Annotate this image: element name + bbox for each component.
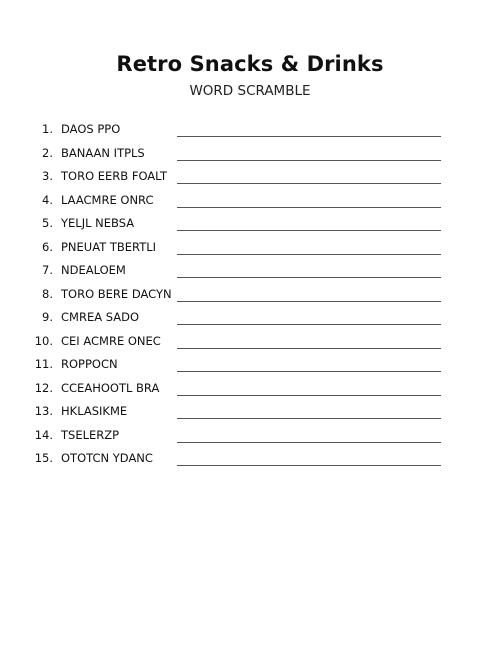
scrambled-word: NDEALOEM [61, 263, 126, 277]
scrambled-word: LAACMRE ONRC [61, 192, 154, 207]
item-number: 1. [42, 122, 53, 136]
answer-line[interactable] [177, 324, 441, 325]
answer-line[interactable] [177, 371, 441, 372]
list-item [0, 331, 500, 355]
item-number: 8. [42, 286, 53, 301]
scrambled-word: CMREA SADO [61, 310, 140, 324]
answer-line[interactable] [177, 277, 441, 278]
list-item [0, 119, 500, 143]
scrambled-word: HKLASIKME [61, 404, 128, 418]
answer-line[interactable] [177, 207, 441, 208]
list-item [0, 190, 500, 214]
list-item [0, 237, 500, 261]
answer-line[interactable] [177, 136, 441, 137]
answer-line[interactable] [177, 418, 441, 419]
answer-line[interactable] [177, 254, 441, 255]
scrambled-word: OTOTCN YDANC [61, 451, 153, 465]
item-number: 11. [34, 357, 53, 371]
item-number: 6. [42, 239, 53, 254]
list-item [0, 143, 500, 167]
scrambled-word: YELJL NEBSA [61, 216, 135, 230]
answer-line[interactable] [177, 301, 441, 302]
item-number: 3. [42, 169, 53, 183]
answer-line[interactable] [177, 183, 441, 184]
item-number: 7. [42, 263, 53, 277]
scrambled-word: CCEAHOOTL BRA [61, 380, 160, 395]
list-item [0, 378, 500, 402]
item-number: 15. [34, 451, 53, 465]
answer-line[interactable] [177, 442, 441, 443]
list-item [0, 213, 500, 237]
list-item [0, 166, 500, 190]
answer-line[interactable] [177, 465, 441, 466]
scrambled-word: ROPPOCN [61, 357, 118, 371]
list-item [0, 425, 500, 449]
scrambled-word: DAOS PPO [61, 122, 121, 136]
item-number: 13. [34, 404, 53, 418]
scrambled-word: TORO EERB FOALT [61, 169, 168, 183]
page-subtitle: WORD SCRAMBLE [189, 83, 311, 99]
item-number: 4. [42, 192, 53, 207]
list-item [0, 307, 500, 331]
answer-line[interactable] [177, 395, 441, 396]
item-number: 9. [42, 310, 53, 324]
list-item [0, 260, 500, 284]
list-item [0, 448, 500, 472]
scrambled-word: CEI ACMRE ONEC [61, 333, 161, 348]
answer-line[interactable] [177, 230, 441, 231]
scrambled-word: TORO BERE DACYN [61, 286, 172, 301]
list-item [0, 284, 500, 308]
scrambled-word: TSELERZP [61, 427, 120, 442]
scrambled-word: PNEUAT TBERTLI [61, 239, 157, 254]
list-item [0, 354, 500, 378]
answer-line[interactable] [177, 160, 441, 161]
page-title: Retro Snacks & Drinks [116, 52, 384, 76]
item-number: 14. [34, 427, 53, 442]
item-number: 2. [42, 145, 53, 160]
answer-line[interactable] [177, 348, 441, 349]
list-item [0, 401, 500, 425]
item-number: 10. [34, 333, 53, 348]
scrambled-word: BANAAN ITPLS [61, 145, 145, 160]
item-number: 12. [34, 380, 53, 395]
item-number: 5. [42, 216, 53, 230]
scramble-list [0, 119, 500, 472]
